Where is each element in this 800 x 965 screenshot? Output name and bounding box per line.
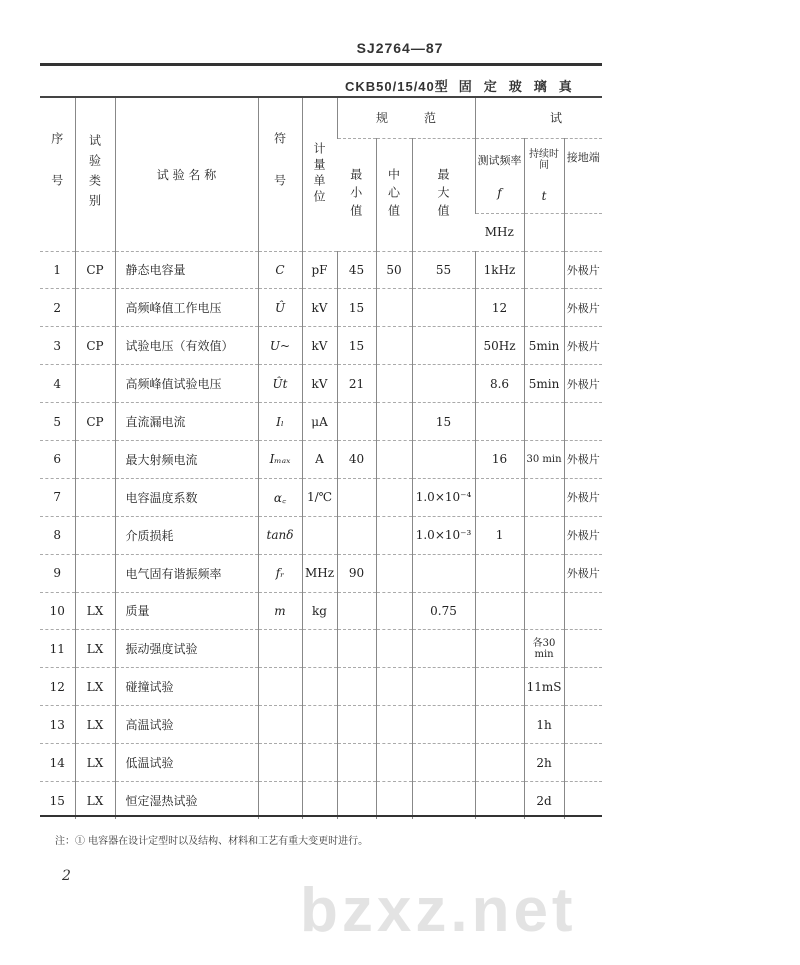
cell-ground: 外极片 bbox=[564, 251, 602, 289]
cell-freq: 16 bbox=[475, 440, 524, 478]
cell-no: 11 bbox=[40, 630, 75, 668]
cell-center bbox=[376, 744, 412, 782]
cell-unit: μA bbox=[302, 403, 337, 441]
cell-name: 低温试验 bbox=[115, 744, 258, 782]
cell-ground bbox=[564, 403, 602, 441]
cell-symbol: m bbox=[258, 592, 302, 630]
cell-center bbox=[376, 327, 412, 365]
table-row bbox=[40, 365, 602, 403]
cell-min: 21 bbox=[337, 365, 376, 403]
cell-unit: kV bbox=[302, 327, 337, 365]
table-row bbox=[40, 478, 602, 516]
cell-name: 介质损耗 bbox=[115, 516, 258, 554]
title-model: CKB50/15/40型 bbox=[345, 79, 449, 94]
cell-type: CP bbox=[75, 327, 115, 365]
cell-type bbox=[75, 478, 115, 516]
cell-name: 电容温度系数 bbox=[115, 478, 258, 516]
cell-ground bbox=[564, 781, 602, 819]
cell-type bbox=[75, 440, 115, 478]
cell-center bbox=[376, 668, 412, 706]
table-row bbox=[40, 327, 602, 365]
table-row bbox=[40, 403, 602, 441]
table-row bbox=[40, 554, 602, 592]
cell-name: 高温试验 bbox=[115, 706, 258, 744]
cell-ground: 外极片 bbox=[564, 365, 602, 403]
cell-ground bbox=[564, 668, 602, 706]
cell-ground: 外极片 bbox=[564, 478, 602, 516]
cell-duration: 1h bbox=[524, 706, 564, 744]
cell-ground: 外极片 bbox=[564, 289, 602, 327]
cell-no: 1 bbox=[40, 251, 75, 289]
table-row bbox=[40, 440, 602, 478]
header-max: 最大值 bbox=[412, 138, 475, 251]
cell-type: LX bbox=[75, 630, 115, 668]
cell-duration: 11mS bbox=[524, 668, 564, 706]
cell-symbol bbox=[258, 781, 302, 819]
cell-center bbox=[376, 516, 412, 554]
table-row bbox=[40, 630, 602, 668]
cell-unit bbox=[302, 516, 337, 554]
cell-ground bbox=[564, 706, 602, 744]
cell-max bbox=[412, 440, 475, 478]
cell-symbol bbox=[258, 630, 302, 668]
cell-ground bbox=[564, 592, 602, 630]
cell-no: 14 bbox=[40, 744, 75, 782]
cell-type: LX bbox=[75, 744, 115, 782]
table-row bbox=[40, 668, 602, 706]
cell-ground: 外极片 bbox=[564, 327, 602, 365]
cell-freq bbox=[475, 668, 524, 706]
cell-symbol: Û bbox=[258, 289, 302, 327]
spec-table bbox=[40, 98, 602, 819]
table-title bbox=[345, 76, 584, 95]
title-text: 固定玻璃真 bbox=[458, 79, 584, 94]
watermark: bzxz.net bbox=[300, 876, 577, 945]
cell-type bbox=[75, 365, 115, 403]
cell-freq bbox=[475, 403, 524, 441]
cell-min: 15 bbox=[337, 289, 376, 327]
cell-symbol: Iₗ bbox=[258, 403, 302, 441]
cell-name: 碰撞试验 bbox=[115, 668, 258, 706]
header-duration-label: 持续时间 bbox=[529, 148, 560, 171]
header-spec: 规 范 bbox=[337, 98, 475, 138]
cell-freq bbox=[475, 744, 524, 782]
page-number: 2 bbox=[62, 868, 71, 884]
cell-min: 40 bbox=[337, 440, 376, 478]
cell-no: 9 bbox=[40, 554, 75, 592]
cell-symbol: U~ bbox=[258, 327, 302, 365]
cell-unit bbox=[302, 630, 337, 668]
cell-symbol bbox=[258, 668, 302, 706]
cell-duration: 5min bbox=[524, 327, 564, 365]
cell-unit: 1/℃ bbox=[302, 478, 337, 516]
cell-min bbox=[337, 630, 376, 668]
cell-type bbox=[75, 554, 115, 592]
cell-min bbox=[337, 781, 376, 819]
cell-ground bbox=[564, 630, 602, 668]
header-name: 试 验 名 称 bbox=[115, 98, 258, 251]
cell-min: 90 bbox=[337, 554, 376, 592]
cell-type: LX bbox=[75, 781, 115, 819]
cell-symbol bbox=[258, 744, 302, 782]
cell-min bbox=[337, 478, 376, 516]
cell-max bbox=[412, 668, 475, 706]
cell-center bbox=[376, 365, 412, 403]
cell-name: 最大射频电流 bbox=[115, 440, 258, 478]
cell-symbol: α꜀ bbox=[258, 478, 302, 516]
cell-freq bbox=[475, 592, 524, 630]
cell-unit bbox=[302, 668, 337, 706]
table-row bbox=[40, 289, 602, 327]
cell-unit: kV bbox=[302, 365, 337, 403]
cell-freq bbox=[475, 781, 524, 819]
cell-no: 2 bbox=[40, 289, 75, 327]
cell-max bbox=[412, 781, 475, 819]
cell-unit: kg bbox=[302, 592, 337, 630]
cell-no: 8 bbox=[40, 516, 75, 554]
cell-center bbox=[376, 706, 412, 744]
cell-center bbox=[376, 289, 412, 327]
cell-duration: 30 min bbox=[524, 440, 564, 478]
cell-center bbox=[376, 554, 412, 592]
table-row bbox=[40, 592, 602, 630]
cell-min bbox=[337, 706, 376, 744]
cell-symbol: Iₘₐₓ bbox=[258, 440, 302, 478]
cell-unit: MHz bbox=[302, 554, 337, 592]
cell-unit: pF bbox=[302, 251, 337, 289]
cell-max: 55 bbox=[412, 251, 475, 289]
cell-no: 13 bbox=[40, 706, 75, 744]
cell-min bbox=[337, 592, 376, 630]
header-unit: 计量单位 bbox=[302, 98, 337, 251]
standard-number: SJ2764—87 bbox=[356, 40, 444, 56]
cell-max bbox=[412, 289, 475, 327]
cell-min: 45 bbox=[337, 251, 376, 289]
header-freq bbox=[475, 138, 524, 213]
header-ground: 接地端 bbox=[564, 138, 602, 213]
cell-min bbox=[337, 403, 376, 441]
cell-freq: 8.6 bbox=[475, 365, 524, 403]
cell-type: LX bbox=[75, 668, 115, 706]
cell-freq bbox=[475, 630, 524, 668]
header-seq: 序号 bbox=[49, 132, 64, 217]
cell-max bbox=[412, 706, 475, 744]
cell-name: 静态电容量 bbox=[115, 251, 258, 289]
cell-duration bbox=[524, 289, 564, 327]
cell-center bbox=[376, 781, 412, 819]
cell-duration bbox=[524, 403, 564, 441]
header-duration-symbol: t bbox=[541, 188, 547, 203]
cell-duration bbox=[524, 516, 564, 554]
table-row bbox=[40, 744, 602, 782]
cell-max: 1.0×10⁻⁴ bbox=[412, 478, 475, 516]
footnote: 注：① 电容器在设计定型时以及结构、材料和工艺有重大变更时进行。 bbox=[55, 836, 369, 847]
cell-min: 15 bbox=[337, 327, 376, 365]
cell-center bbox=[376, 592, 412, 630]
cell-unit: A bbox=[302, 440, 337, 478]
cell-center bbox=[376, 630, 412, 668]
header-freq-unit: MHz bbox=[475, 213, 524, 251]
table-row bbox=[40, 516, 602, 554]
cell-type: LX bbox=[75, 706, 115, 744]
cell-freq: 1 bbox=[475, 516, 524, 554]
cell-unit bbox=[302, 744, 337, 782]
cell-max bbox=[412, 327, 475, 365]
cell-center bbox=[376, 478, 412, 516]
cell-symbol: tanδ bbox=[258, 516, 302, 554]
cell-ground: 外极片 bbox=[564, 554, 602, 592]
cell-type: LX bbox=[75, 592, 115, 630]
table-row bbox=[40, 706, 602, 744]
cell-name: 质量 bbox=[115, 592, 258, 630]
cell-no: 5 bbox=[40, 403, 75, 441]
cell-unit bbox=[302, 706, 337, 744]
header-test: 试 bbox=[475, 98, 602, 138]
cell-duration: 2d bbox=[524, 781, 564, 819]
cell-freq: 12 bbox=[475, 289, 524, 327]
cell-symbol: Ût bbox=[258, 365, 302, 403]
top-rule bbox=[40, 63, 602, 66]
cell-duration: 2h bbox=[524, 744, 564, 782]
cell-type bbox=[75, 516, 115, 554]
cell-type: CP bbox=[75, 403, 115, 441]
cell-max: 15 bbox=[412, 403, 475, 441]
cell-name: 振动强度试验 bbox=[115, 630, 258, 668]
cell-freq bbox=[475, 554, 524, 592]
cell-center bbox=[376, 440, 412, 478]
cell-min bbox=[337, 516, 376, 554]
cell-duration bbox=[524, 554, 564, 592]
cell-name: 直流漏电流 bbox=[115, 403, 258, 441]
cell-ground bbox=[564, 744, 602, 782]
cell-name: 试验电压（有效值） bbox=[115, 327, 258, 365]
cell-no: 6 bbox=[40, 440, 75, 478]
table-row bbox=[40, 251, 602, 289]
cell-duration: 各30 min bbox=[524, 630, 564, 668]
cell-symbol: fᵣ bbox=[258, 554, 302, 592]
cell-freq bbox=[475, 706, 524, 744]
header-duration bbox=[524, 138, 564, 213]
cell-ground: 外极片 bbox=[564, 440, 602, 478]
cell-min bbox=[337, 744, 376, 782]
cell-unit: kV bbox=[302, 289, 337, 327]
cell-no: 3 bbox=[40, 327, 75, 365]
cell-max bbox=[412, 744, 475, 782]
cell-type bbox=[75, 289, 115, 327]
cell-max bbox=[412, 630, 475, 668]
cell-freq: 1kHz bbox=[475, 251, 524, 289]
cell-type: CP bbox=[75, 251, 115, 289]
cell-max: 1.0×10⁻³ bbox=[412, 516, 475, 554]
header-ground-unit bbox=[564, 213, 602, 251]
header-duration-unit bbox=[524, 213, 564, 251]
header-center: 中心值 bbox=[376, 138, 412, 251]
cell-unit bbox=[302, 781, 337, 819]
bottom-rule bbox=[40, 815, 602, 817]
header-min: 最小值 bbox=[337, 138, 376, 251]
table-row bbox=[40, 781, 602, 819]
cell-symbol: C bbox=[258, 251, 302, 289]
cell-duration: 5min bbox=[524, 365, 564, 403]
cell-no: 7 bbox=[40, 478, 75, 516]
cell-center bbox=[376, 403, 412, 441]
cell-no: 4 bbox=[40, 365, 75, 403]
header-symbol: 符号 bbox=[258, 98, 302, 251]
cell-name: 高频峰值工作电压 bbox=[115, 289, 258, 327]
cell-freq: 50Hz bbox=[475, 327, 524, 365]
cell-name: 电气固有谐振频率 bbox=[115, 554, 258, 592]
cell-max: 0.75 bbox=[412, 592, 475, 630]
cell-max bbox=[412, 365, 475, 403]
header-freq-label: 测试频率 bbox=[477, 153, 522, 167]
cell-center: 50 bbox=[376, 251, 412, 289]
cell-duration bbox=[524, 251, 564, 289]
cell-name: 高频峰值试验电压 bbox=[115, 365, 258, 403]
cell-freq bbox=[475, 478, 524, 516]
cell-duration bbox=[524, 478, 564, 516]
cell-no: 12 bbox=[40, 668, 75, 706]
cell-symbol bbox=[258, 706, 302, 744]
cell-ground: 外极片 bbox=[564, 516, 602, 554]
cell-min bbox=[337, 668, 376, 706]
cell-duration bbox=[524, 592, 564, 630]
cell-name: 恒定湿热试验 bbox=[115, 781, 258, 819]
cell-no: 15 bbox=[40, 781, 75, 819]
cell-no: 10 bbox=[40, 592, 75, 630]
header-type: 试验类别 bbox=[75, 98, 115, 251]
header-freq-symbol: f bbox=[497, 185, 502, 200]
cell-max bbox=[412, 554, 475, 592]
